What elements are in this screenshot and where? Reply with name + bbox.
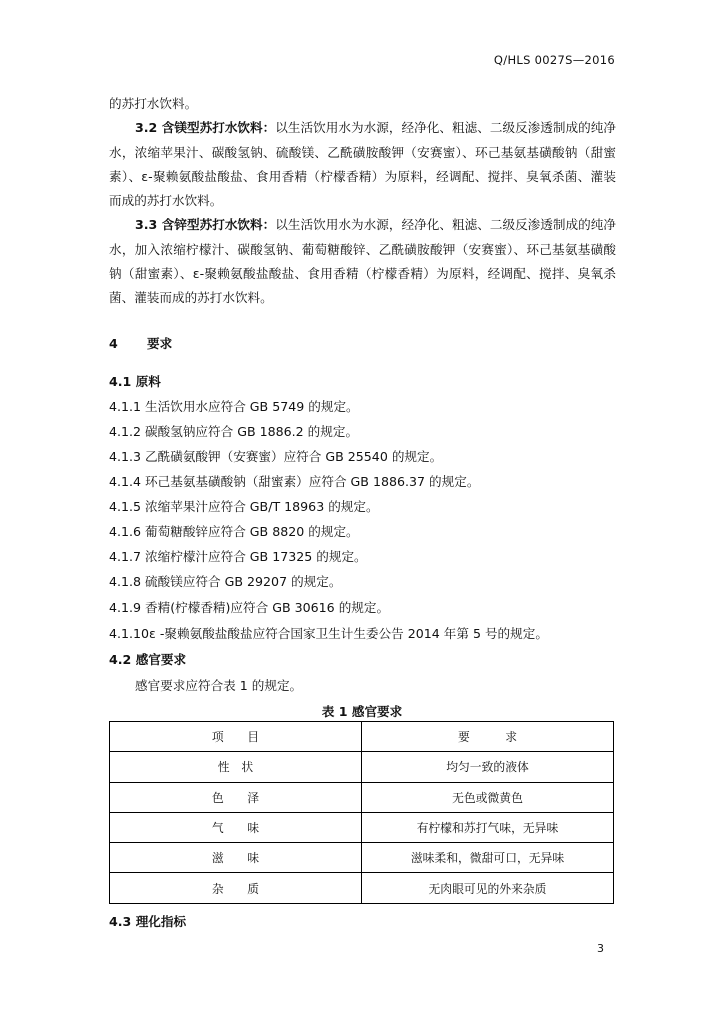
section-4-2-heading: 4.2 感官要求 — [109, 652, 187, 667]
list-item: 4.1.4 环己基氨基磺酸钠（甜蜜素）应符合 GB 1886.37 的规定。 — [109, 474, 480, 489]
table-cell: 无肉眼可见的外来杂质 — [362, 873, 614, 903]
list-item: 4.1.9 香精(柠檬香精)应符合 GB 30616 的规定。 — [109, 600, 390, 615]
page-number: 3 — [597, 942, 604, 955]
section-4-1-heading: 4.1 原料 — [109, 374, 161, 389]
section-3-2-text: 以生活饮用水为水源，经净化、粗滤、二级反渗透制成的纯净水，浓缩苹果汁、碳酸氢钠、硫酸镁、乙酰磺胺酸钾（安赛蜜）、环己基氨基磺酸钠（甜蜜素）、ε-聚赖氨酸盐酸盐、食用香精（柠檬香精）为原料，经调配、搅拌、臭氧杀菌、灌装而成的苏打水饮料。 — [109, 120, 616, 209]
table-cell: 滋 味 — [110, 843, 362, 873]
table-cell: 有柠檬和苏打气味，无异味 — [362, 812, 614, 842]
section-3-3-text: 以生活饮用水为水源，经净化、粗滤、二级反渗透制成的纯净水，加入浓缩柠檬汁、碳酸氢钠、葡萄糖酸锌、乙酰磺胺酸钾（安赛蜜）、环己基氨基磺酸钠（甜蜜素）、ε-聚赖氨酸盐酸盐、食用香精（柠檬香精）为原料，经调配、搅拌、臭氧杀菌、灌装而成的苏打水饮料。 — [109, 217, 616, 306]
list-item: 4.1.1 生活饮用水应符合 GB 5749 的规定。 — [109, 399, 359, 414]
list-item: 4.1.2 碳酸氢钠应符合 GB 1886.2 的规定。 — [109, 424, 359, 439]
table-header-cell: 要 求 — [362, 722, 614, 752]
document-code: Q/HLS 0027S—2016 — [493, 53, 615, 67]
list-item: 4.1.6 葡萄糖酸锌应符合 GB 8820 的规定。 — [109, 524, 359, 539]
section-3-2 — [109, 116, 616, 213]
table-cell: 无色或微黄色 — [362, 782, 614, 812]
section-3-3-title: 3.3 含锌型苏打水饮料： — [135, 217, 276, 233]
body-text — [109, 92, 616, 311]
section-3-3 — [109, 213, 616, 310]
section-4-3-heading: 4.3 理化指标 — [109, 914, 187, 929]
section-3-2-title: 3.2 含镁型苏打水饮料： — [135, 120, 276, 136]
table-cell: 滋味柔和，微甜可口，无异味 — [362, 843, 614, 873]
list-item: 4.1.10ε -聚赖氨酸盐酸盐应符合国家卫生计生委公告 2014 年第 5 号的规定。 — [109, 626, 548, 641]
table-cell: 杂 质 — [110, 873, 362, 903]
list-item: 4.1.3 乙酰磺氨酸钾（安赛蜜）应符合 GB 25540 的规定。 — [109, 449, 443, 464]
list-item: 4.1.5 浓缩苹果汁应符合 GB/T 18963 的规定。 — [109, 499, 379, 514]
table-cell: 均匀一致的液体 — [362, 752, 614, 782]
table-caption: 表 1 感官要求 — [321, 704, 403, 719]
section-4-title: 要求 — [147, 336, 173, 351]
sensory-requirements-table — [109, 721, 614, 904]
table-row — [110, 812, 614, 842]
table-row — [110, 752, 614, 782]
table-cell: 气 味 — [110, 812, 362, 842]
table-header-row — [110, 722, 614, 752]
table-row — [110, 843, 614, 873]
list-item: 4.1.8 硫酸镁应符合 GB 29207 的规定。 — [109, 574, 342, 589]
section-4-2-text: 感官要求应符合表 1 的规定。 — [135, 678, 303, 693]
table-cell: 色 泽 — [110, 782, 362, 812]
para-continuation: 的苏打水饮料。 — [109, 96, 198, 111]
section-4-number: 4 — [109, 336, 118, 351]
table-cell: 性 状 — [110, 752, 362, 782]
table-header-cell: 项 目 — [110, 722, 362, 752]
section-4-heading — [109, 333, 172, 352]
table-row — [110, 782, 614, 812]
list-item: 4.1.7 浓缩柠檬汁应符合 GB 17325 的规定。 — [109, 549, 367, 564]
table-row — [110, 873, 614, 903]
